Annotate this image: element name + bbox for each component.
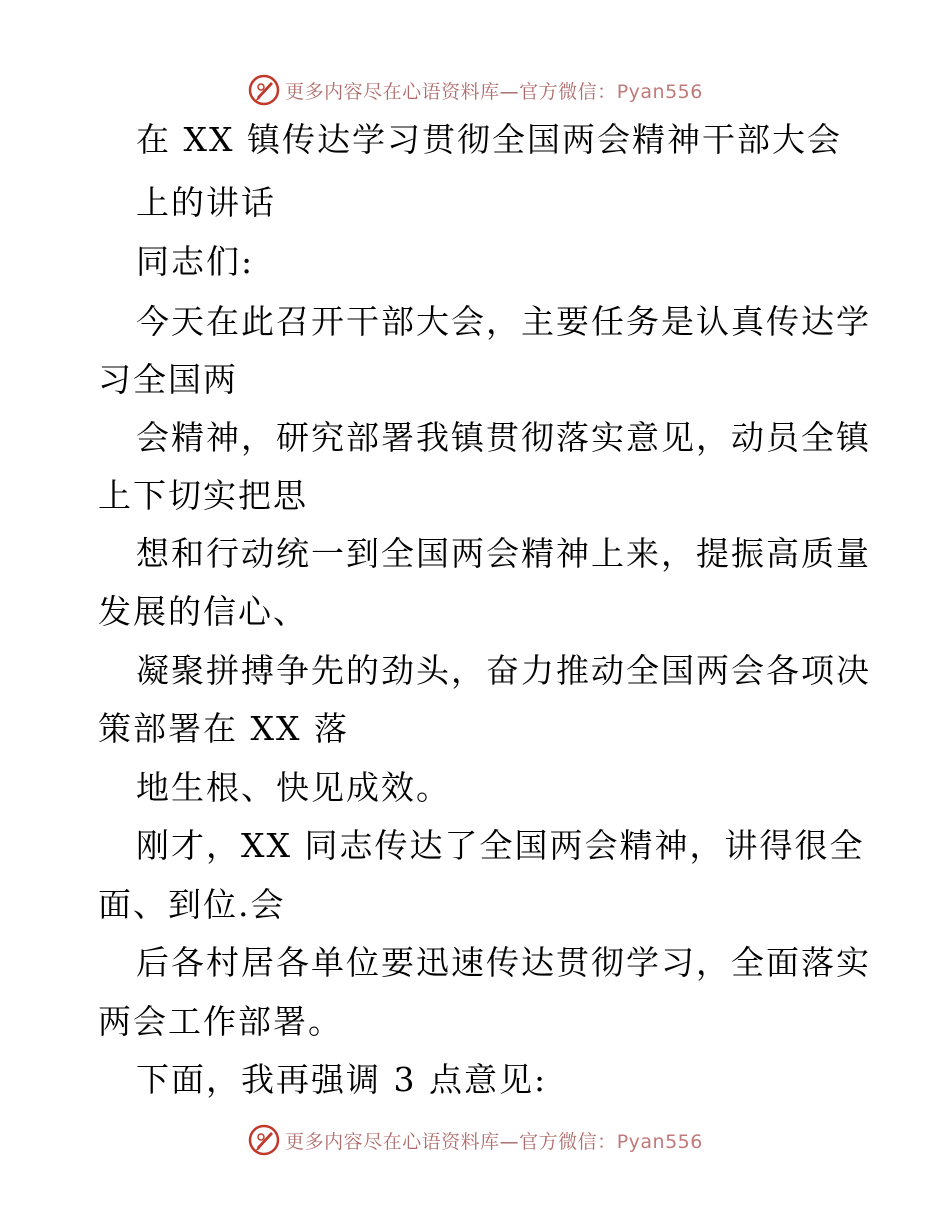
- paragraph-line: 想和行动统一到全国两会精神上来，提振高质量: [136, 534, 871, 573]
- salutation: 同志们:: [136, 242, 255, 281]
- watermark-separator: —: [499, 1130, 520, 1153]
- paragraph-line: 地生根、快见成效。: [136, 768, 451, 807]
- document-title-line-2: 上的讲话: [136, 183, 276, 222]
- watermark-id: Pyan556: [616, 1130, 703, 1153]
- watermark-footer: [0, 1120, 950, 1160]
- paragraph-line: 会精神，研究部署我镇贯彻落实意见，动员全镇: [136, 418, 871, 457]
- paragraph-line: 今天在此召开干部大会，主要任务是认真传达学: [136, 302, 871, 341]
- watermark-main: 更多内容尽在心语资料库: [285, 1130, 500, 1153]
- paragraph-line: 发展的信心、: [98, 592, 308, 631]
- quill-logo-icon: [247, 73, 281, 107]
- watermark-id: Pyan556: [616, 80, 703, 103]
- watermark-separator: —: [499, 80, 520, 103]
- paragraph-line: 策部署在 XX 落: [98, 709, 349, 748]
- paragraph-line: 后各村居各单位要迅速传达贯彻学习，全面落实: [136, 943, 871, 982]
- watermark-text: [285, 77, 703, 104]
- paragraph-line: 下面，我再强调 3 点意见:: [136, 1060, 548, 1099]
- watermark-text: [285, 1127, 703, 1154]
- paragraph-line: 面、到位.会: [98, 885, 286, 924]
- paragraph-line: 凝聚拼搏争先的劲头，奋力推动全国两会各项决: [136, 651, 871, 690]
- paragraph-line: 刚才，XX 同志传达了全国两会精神，讲得很全: [136, 826, 865, 865]
- watermark-official: 官方微信：: [519, 80, 617, 103]
- watermark-official: 官方微信：: [519, 1130, 617, 1153]
- watermark-header: [0, 70, 950, 110]
- quill-logo-icon: [247, 1123, 281, 1157]
- watermark-main: 更多内容尽在心语资料库: [285, 80, 500, 103]
- paragraph-line: 习全国两: [98, 360, 238, 399]
- document-title-line-1: 在 XX 镇传达学习贯彻全国两会精神干部大会: [136, 120, 842, 159]
- paragraph-line: 两会工作部署。: [98, 1002, 343, 1041]
- paragraph-line: 上下切实把思: [98, 476, 308, 515]
